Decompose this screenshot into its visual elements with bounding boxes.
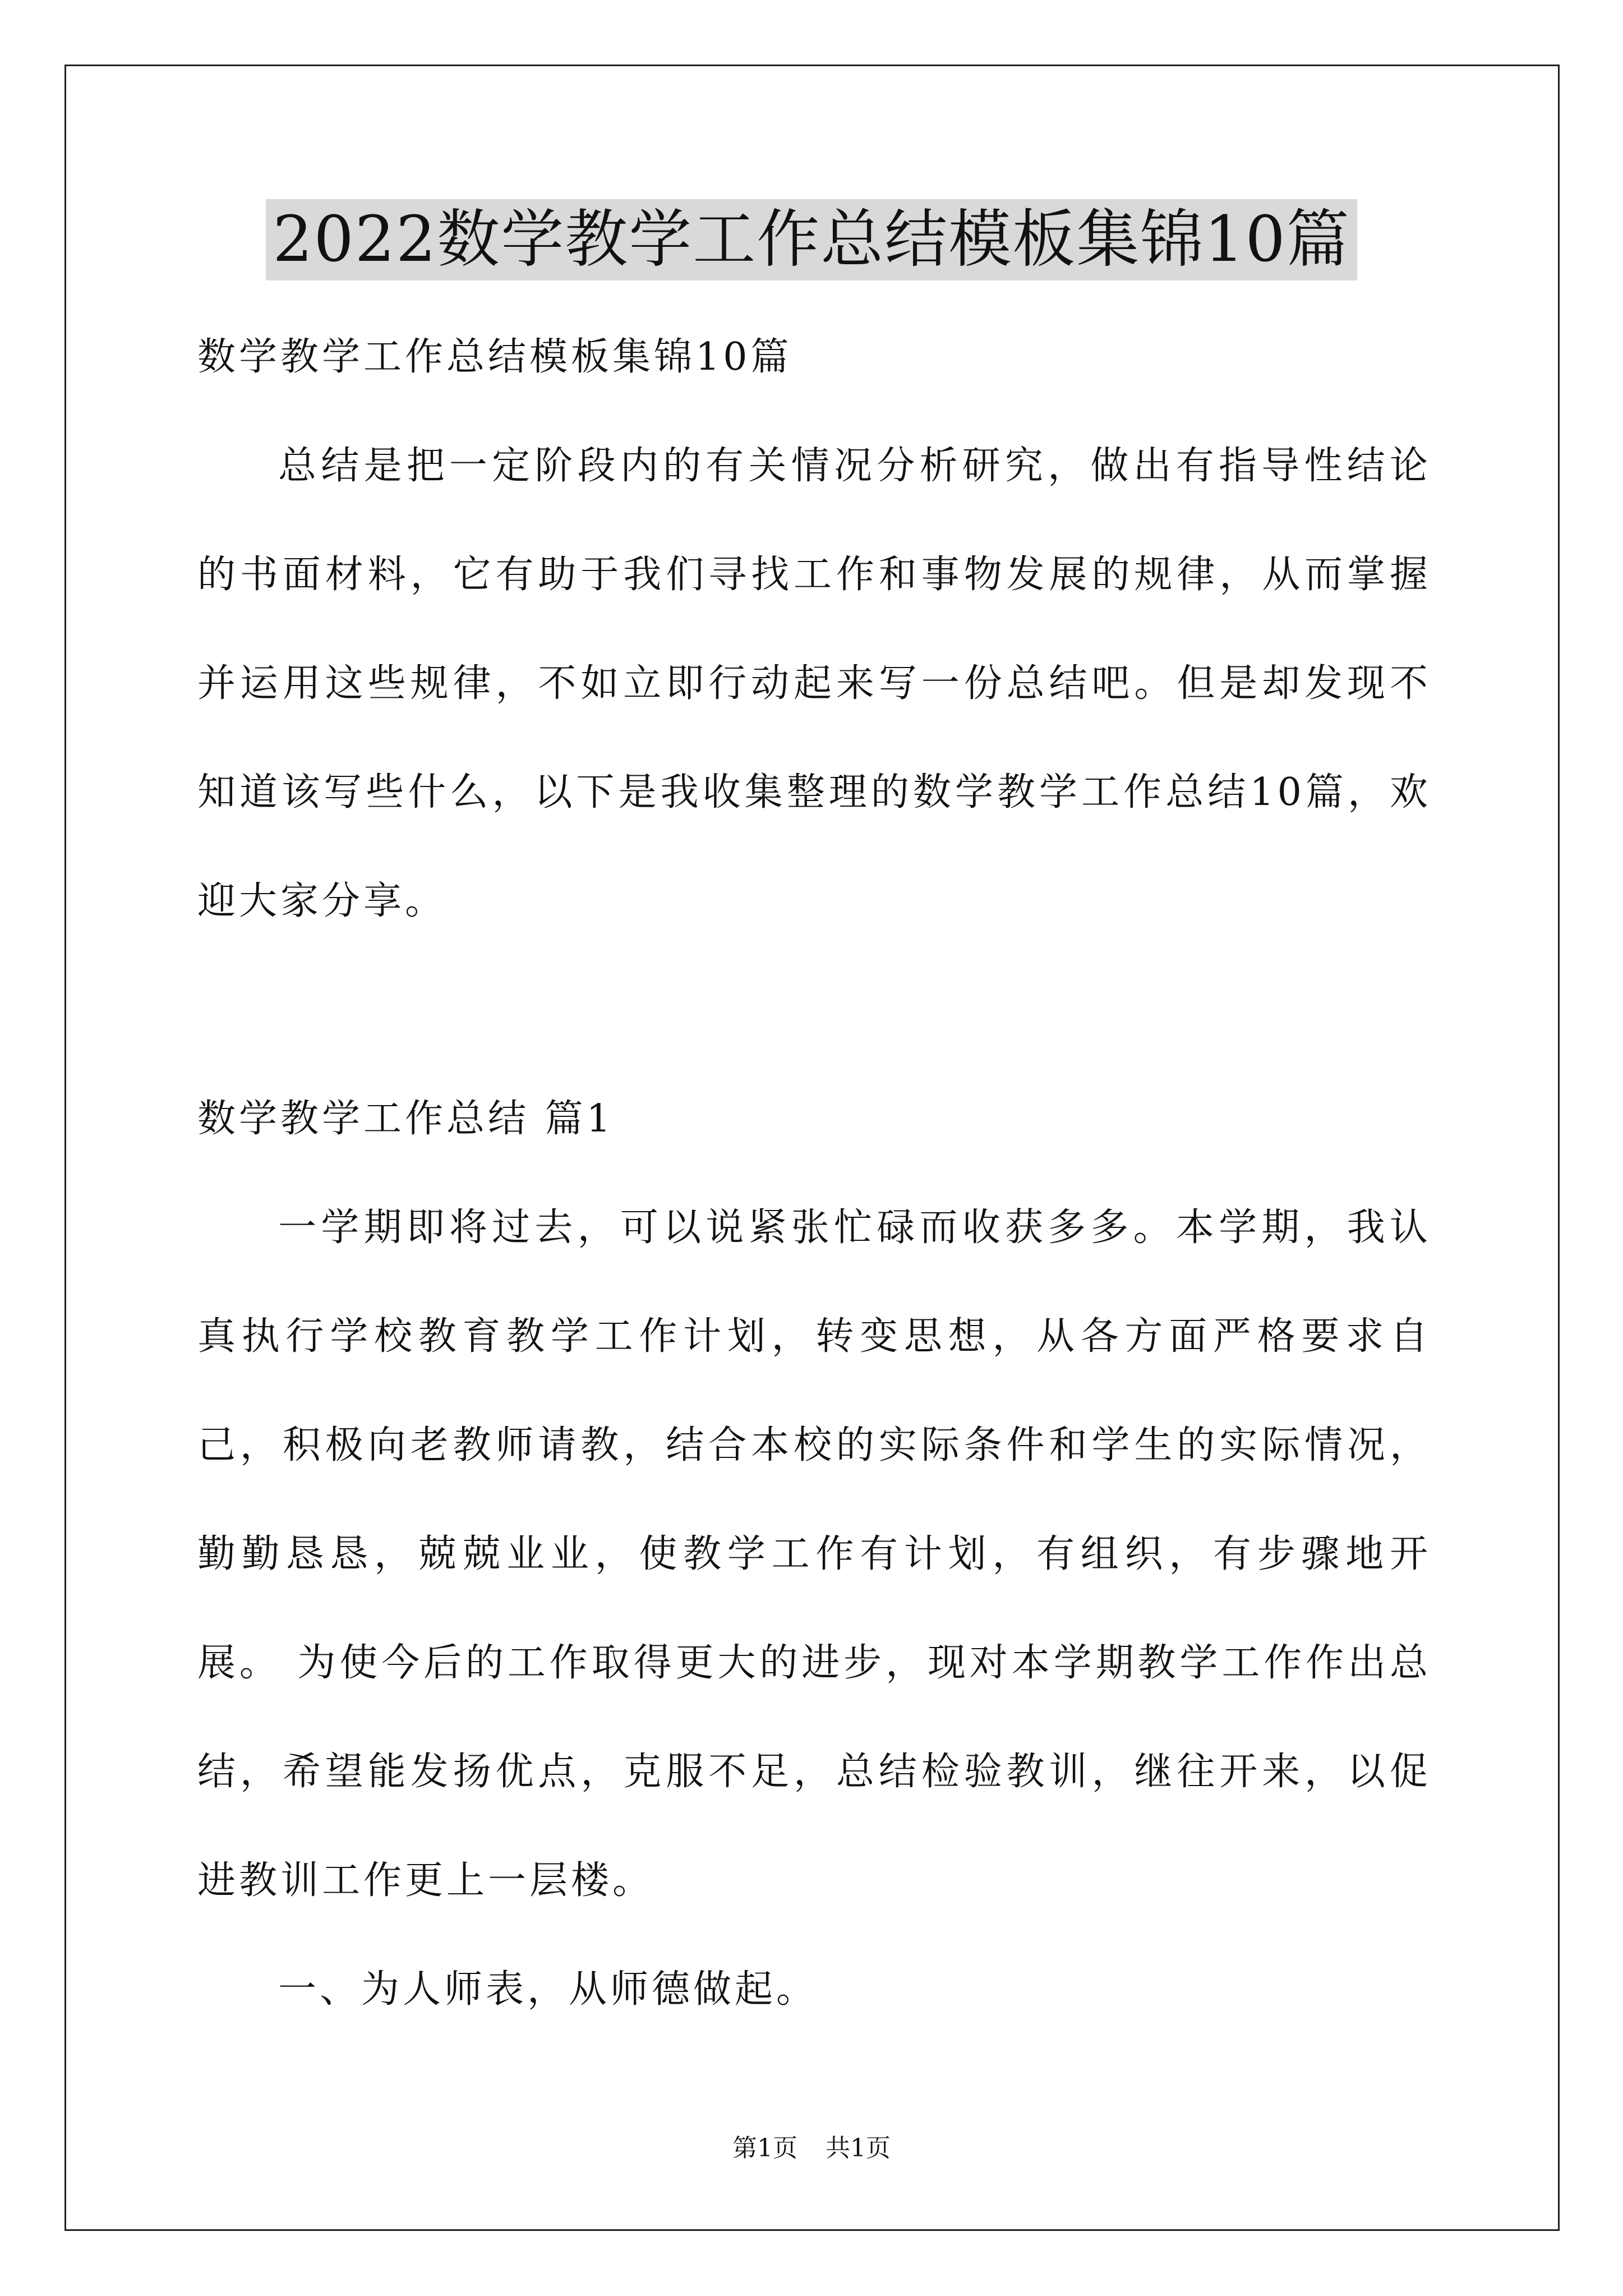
document-title: 2022数学教学工作总结模板集锦10篇 <box>266 199 1357 280</box>
title-container <box>0 199 1623 280</box>
document-subtitle: 数学教学工作总结模板集锦10篇 <box>197 335 792 379</box>
document-body <box>197 303 1431 2044</box>
intro-paragraph: 总结是把一定阶段内的有关情况分析研究，做出有指导性结论的书面材料，它有助于我们寻找工作和事物发展的规律，从而掌握并运用这些规律，不如立即行动起来写一份总结吧。但是却发现不知道该写些什么，以下是我收集整理的数学教学工作总结10篇，欢迎大家分享。 <box>197 444 1431 923</box>
section-paragraph: 一学期即将过去，可以说紧张忙碌而收获多多。本学期，我认真执行学校教育教学工作计划，转变思想，从各方面严格要求自己，积极向老教师请教，结合本校的实际条件和学生的实际情况，勤勤恳恳，兢兢业业，使教学工作有计划，有组织，有步骤地开展。 为使今后的工作取得更大的进步，现对本学期教学工作作出总结，希望能发扬优点，克服不足，总结检验教训，继往开来，以促进教训工作更上一层楼。 <box>197 1205 1431 1903</box>
page-number-total: 共1页 <box>826 2134 891 2162</box>
point-one-heading: 一、为人师表，从师德做起。 <box>278 1967 818 2012</box>
page-footer <box>0 2132 1623 2165</box>
page-number-current: 第1页 <box>732 2134 797 2162</box>
section-heading: 数学教学工作总结 篇1 <box>197 1097 614 1141</box>
